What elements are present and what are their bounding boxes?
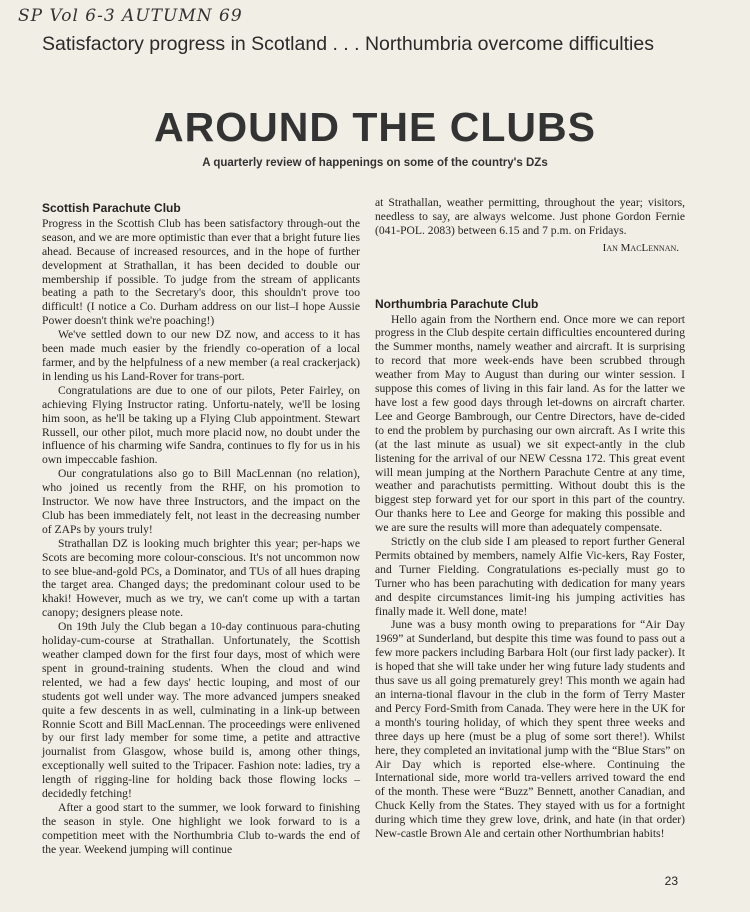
scottish-paragraph: After a good start to the summer, we look forward to finishing the season in style. One highlight we look forward to is a competition meet with the Northumbria Club to-wards the end of the year. Weekend jumping will continue [42,800,360,856]
scottish-club-heading: Scottish Parachute Club [42,201,181,215]
scottish-paragraph: Congratulations are due to one of our pilots, Peter Fairley, on achieving Flying Instructor rating. Unfortu-nately, we'll be losing him soon, as he'll be taking up a Flying Club appointment. Stewart Russell, our other pilot, much more placid now, no doubt under the influence of his charming wife Sandra, continues to fly for us in his own impeccable fashion. [42,383,360,467]
scottish-paragraph: Strathallan DZ is looking much brighter this year; per-haps we Scots are becoming more colour-conscious. It's not uncommon now to see blue-and-gold PCs, a Dominator, and TUs of all hues draping the target area. Changed days; the predominant colour used to be khaki! However, much as we try, we can't come up with a tartan canopy; designers please note. [42,536,360,620]
page-subtitle: A quarterly review of happenings on some of the country's DZs [202,157,548,169]
page-title: AROUND THE CLUBS [154,104,596,150]
scottish-paragraph: Progress in the Scottish Club has been satisfactory through-out the season, and we are more optimistic than ever that a bright future lies ahead. Because of increased resources, and in the hope of further development at Strathallan, it has been decided to double our membership if possible. To judge from the stream of applicants beating a path to the Secretary's door, this shouldn't prove too difficult! (I notice a Co. Durham address on our list–I hope Aussie Power doesn't think we're poaching!) [42,216,360,328]
northumbria-paragraph: Hello again from the Northern end. Once more we can report progress in the Club despite certain difficulties encountered during the Summer months, namely weather and aircraft. It is surprising to record that more week-ends have been scrubbed through weather from May to August than during our winter session. I suppose this comes of living in this fair land. As for the latter we have lost a few good days through let-downs on aircraft charter. Lee and George Bambrough, our Centre Directors, have de-cided to end the problem by purchasing our own aircraft. As I write this (at the last minute as usual) we sit expect-antly in the club listening for the arrival of our NEW Cessna 172. This great event will mean jumping at the Northern Parachute Centre at any time, weather and parachutists permitting. Without doubt this is the biggest step forward yet for our sport in this part of the country. Our thanks here to Lee and George for making this possible and we are sure the results will more than adequately compensate. [375,312,685,535]
strapline: Satisfactory progress in Scotland . . . Northumbria overcome difficulties [42,33,654,55]
column-spacer [375,256,685,298]
northumbria-club-heading: Northumbria Parachute Club [375,296,539,311]
handwritten-annotation: SP Vol 6-3 AUTUMN 69 [18,6,243,26]
right-column [375,196,685,841]
scottish-paragraph: Our congratulations also go to Bill MacLennan (no relation), who joined us recently from the RHF, on his promotion to Instructor. We now have three Instructors, and the impact on the Club has been immediately felt, not least in the decreasing number of ZAPs by yours truly! [42,467,360,536]
northumbria-paragraph: Strictly on the club side I am pleased to report further General Permits obtained by members, namely Alfie Vic-kers, Ray Foster, and Turner Fielding. Congratulations es-pecially must go to Turner who has been parachuting with dedication for many years and despite circumstances limit-ing his jumping activities has finally made it. Well done, mate! [375,535,685,618]
scottish-paragraph: We've settled down to our new DZ now, and access to it has been made much easier by the friendly co-operation of a local farmer, and by the helpfulness of a new member (a real crackerjack) in lending us his Land-Rover for trans-port. [42,328,360,383]
scottish-continuation: at Strathallan, weather permitting, throughout the year; visitors, needless to say, are always welcome. Just phone Gordon Fernie (041-POL. 2083) between 6.15 and 7 p.m. on Fridays. [375,196,685,237]
northumbria-paragraph: June was a busy month owing to preparations for “Air Day 1969” at Sunderland, but despite this time was found to pass out a few more packers including Barbara Holt (our first lady packer). It is hoped that she will take under her wing future lady students and thus save us all going prematurely grey! This month we again had an interna-tional flavour in the club in the form of Terry Master and Percy Ford-Smith from Canada. They were here in the UK for a month's touring holiday, of which they spent three weeks and three days up here (must be a plug of some sort there!). Whilst here, they completed an invitational jump with the “Blue Stars” on Air Day which is reported else-where. Continuing the International side, more world tra-vellers arrived toward the end of the month. These were “Buzz” Bennett, another Canadian, and Chuck Kelly from the States. They stayed with us for a fortnight during which time they grew love, drink, and hate (in that order) New-castle Brown Ale and certain other Northumbrian habits! [375,618,685,841]
page-number: 23 [664,874,678,888]
author-signature: Ian MacLennan. [602,241,679,254]
left-column [42,202,360,857]
scottish-paragraph: On 19th July the Club began a 10-day continuous para-chuting holiday-cum-course at Strathallan. Unfortunately, the Scottish weather clamped down for the first four days, most of which were spent in ground-training students. When the cloud and wind relented, we had a few days' hectic louping, and most of our students got well under way. The more advanced jumpers sneaked quite a few descents in as well, culminating in a link-up between Ronnie Scott and Bill MacLennan. The proceedings were enlivened by our first lady member for some time, a petite and attractive journalist from Glasgow, whose build is, among other things, exceptionally well suited to the Tripacer. Fashion note: ladies, try a length of rigging-line for holding back those flowing locks – decidedly fetching! [42,620,360,801]
